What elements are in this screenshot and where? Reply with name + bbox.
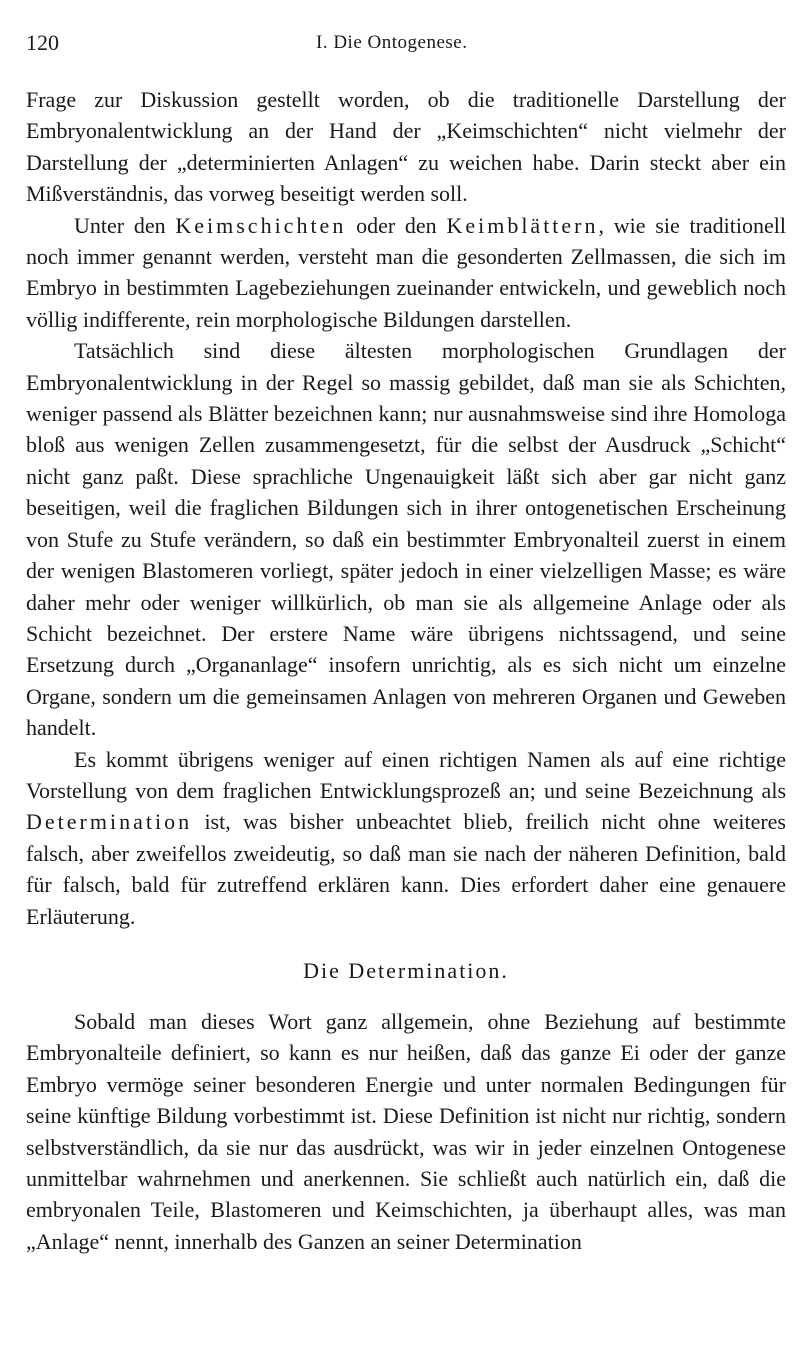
paragraph-3: Tatsächlich sind diese ältesten morphologischen Grundlagen der Embryonalentwicklung in der Regel so massig gebildet, daß man sie als Schichten, weniger passend als Blätter bezeichnen kann; nur ausnahmsweise sind ihre Homologa bloß aus wenigen Zellen zusammengesetzt, für die selbst der Ausdruck „Schicht“ nicht ganz paßt. Diese sprachliche Ungenauigkeit läßt sich aber gar nicht ganz beseitigen, weil die fraglichen Bildungen sich in ihrer ontogenetischen Erscheinung von Stufe zu Stufe verändern, so daß ein bestimmter Embryonalteil zuerst in einem der wenigen Blastomeren vorliegt, später jedoch in einer vielzelligen Masse; es wäre daher mehr oder weniger willkürlich, ob man sie als allgemeine Anlage oder als Schicht bezeichnet. Der erstere Name wäre übrigens nichtssagend, und seine Ersetzung durch „Organanlage“ insofern unrichtig, als es sich nicht um einzelne Organe, sondern um die gemeinsamen Anlagen von mehreren Organen und Geweben handelt.	[26, 338, 786, 741]
book-page	[26, 30, 786, 1257]
section-heading: Die Determination.	[303, 957, 509, 983]
paragraph-1: Frage zur Diskussion gestellt worden, ob die traditionelle Darstellung der Embryonalentwicklung an der Hand der „Keimschichten“ nicht vielmehr der Darstellung der „determinierten Anlagen“ zu weichen habe. Darin steckt aber ein Mißverständnis, das vorweg beseitigt werden soll.	[26, 87, 786, 207]
term-keimblaettern: Keimblättern	[446, 212, 599, 238]
paragraph-2-text-after: , wie sie traditionell noch immer genannt werden, versteht man die gesonderten Zellmassen, die sich im Embryo in bestimmten Lagebeziehungen zueinander entwickeln, und geweblich noch völlig indifferente, rein morphologische Bildungen darstellen.	[26, 212, 786, 332]
section-paragraph: Sobald man dieses Wort ganz allgemein, ohne Beziehung auf bestimmte Embryonalteile definiert, so kann es nur heißen, daß das ganze Ei oder der ganze Embryo vermöge seiner besonderen Energie und unter normalen Bedingungen für seine künftige Bildung vorbestimmt ist. Diese Definition ist nicht nur richtig, sondern selbstverständlich, da sie nur das ausdrückt, was wir in jeder einzelnen Ontogenese unmittelbar wahrnehmen und anerkennen. Sie schließt auch natürlich ein, daß die embryonalen Teile, Blastomeren und Keimschichten, ja überhaupt alles, was man „Anlage“ nennt, innerhalb des Ganzen an seiner Determination	[26, 1008, 786, 1254]
term-keimschichten: Keimschichten	[175, 212, 347, 238]
paragraph-2-text-middle: oder den	[346, 212, 447, 238]
term-determination: Determination	[26, 809, 193, 835]
paragraph-4	[26, 744, 786, 932]
running-head	[26, 30, 786, 70]
paragraph-2	[26, 210, 786, 336]
paragraph-4-text-before: Es kommt übrigens weniger auf einen richtigen Namen als auf eine richtige Vorstellung von dem fraglichen Entwicklungsprozeß an; und seine Bezeichnung als	[26, 746, 786, 803]
page-number: 120	[26, 30, 59, 55]
chapter-title: I. Die Ontogenese.	[316, 32, 468, 53]
paragraph-2-text-before: Unter den	[74, 212, 176, 238]
paragraph-4-text-after: ist, was bisher unbeachtet blieb, freilich nicht ohne weiteres falsch, aber zweifellos zweideutig, so daß man sie nach der näheren Definition, bald für falsch, bald für zutreffend erklären kann. Dies erfordert daher eine genauere Erläuterung.	[26, 809, 786, 929]
body-text	[26, 84, 786, 1257]
